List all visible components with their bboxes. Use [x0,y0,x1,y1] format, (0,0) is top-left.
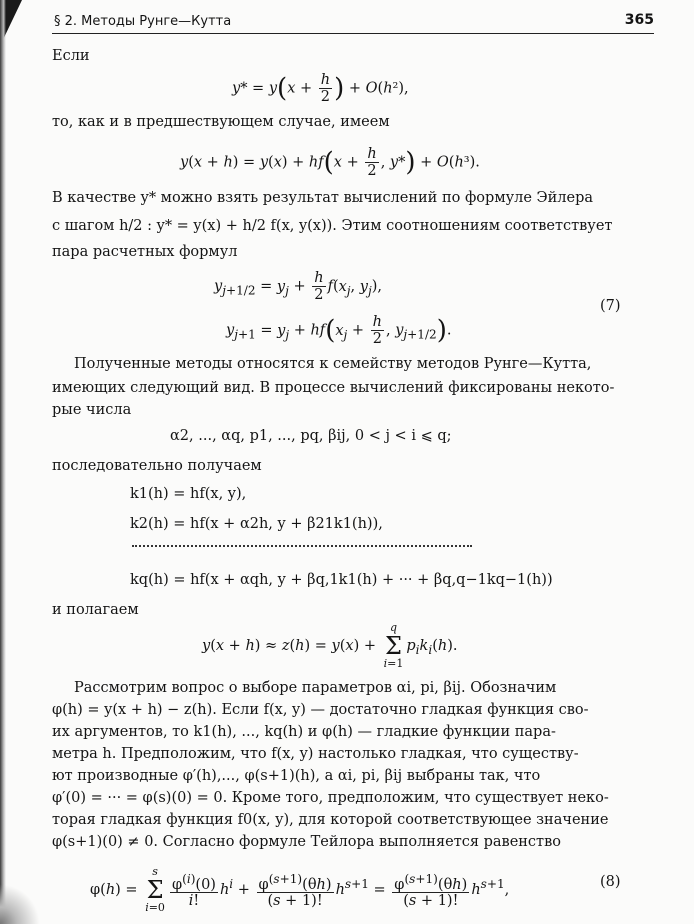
equation-8: φ(h) = s Σ i=0 $\frac{\varphi^{(i)}(0)}{i!}$ $h^i$ + $\frac{\varphi^{(s+1)}(\theta h)}{(s + 1)!}$ $h^{s+1}$ = $\frac{\varphi^{(s+1)}(\theta h)}{(s + 1)!}$ $h^{s+1}$, [90,865,510,914]
paragraph-text: имеющих следующий вид. В процессе вычислений фиксированы некото- [52,380,615,396]
header-rule [52,33,654,34]
equation-number: (8) [600,874,621,890]
equation-number: (7) [600,298,621,314]
paragraph-text: φ′(0) = ··· = φ(s)(0) = 0. Кроме того, предположим, что существует неко- [52,790,609,806]
equation-params: α2, ..., αq, p1, ..., pq, βij, 0 < j < i ⩽ q; [170,428,452,444]
equation-sum: y(x + h) ≈ z(h) = y(x) + q Σ $i=1p_ik_i(h)$. [202,621,458,670]
scan-shadow-edge [0,0,6,924]
paragraph-text: Рассмотрим вопрос о выборе параметров αi, pi, βij. Обозначим [74,680,557,696]
paragraph-text: и полагаем [52,602,139,618]
paragraph-text: то, как и в предшествующем случае, имеем [52,114,390,130]
paragraph-text: φ(h) = y(x + h) − z(h). Если f(x, y) — достаточно гладкая функция сво- [52,702,589,718]
equation-k2: k2(h) = hf(x + α2h, y + β21k1(h)), [130,516,383,532]
paragraph-text: рые числа [52,402,132,418]
paragraph-text: метра h. Предположим, что f(x, y) настолько гладкая, что существу- [52,746,579,762]
scan-shadow-bottom [0,884,40,924]
equation-7a: $y_{j+1/2} = y_j$ + $\frac{h}{2}$ $f(x_j$, $y_j$), [214,270,382,303]
equation-7b: $y_{j+1} = y_j + hf(x_j$ + $\frac{h}{2}$ , $y_{j+1/2}$). [226,314,452,347]
paragraph-text: В качестве y* можно взять результат вычислений по формуле Эйлера [52,190,594,206]
equation-k1: k1(h) = hf(x, y), [130,486,247,502]
equation-kq: kq(h) = hf(x + αqh, y + βq,1k1(h) + ··· + βq,q−1kq−1(h)) [130,572,553,588]
page-number: 365 [624,12,654,28]
equation-ystar: y* = y(x + $\frac{h}{2}$ ) + O(h²), [232,72,409,105]
ellipsis-dots [132,545,472,549]
running-header [54,10,654,34]
paragraph-text: ют производные φ′(h),..., φ(s+1)(h), а αi, pi, βij выбраны так, что [52,768,541,784]
paragraph-text: с шагом h/2 : y* = y(x) + h/2 f(x, y(x)). Этим соотношениям соответствует [52,218,613,234]
paragraph-text: их аргументов, то k1(h), ..., kq(h) и φ(h) — гладкие функции пара- [52,724,556,740]
paragraph-text: Полученные методы относятся к семейству методов Рунге—Кутта, [74,356,592,372]
paragraph-text: φ(s+1)(0) ≠ 0. Согласно формуле Тейлора выполняется равенство [52,834,561,850]
paragraph-text: пара расчетных формул [52,244,238,260]
paragraph-text: торая гладкая функция f0(x, y), для которой соответствующее значение [52,812,609,828]
paragraph-text: последовательно получаем [52,458,262,474]
section-title: § 2. Методы Рунге—Кутта [54,14,232,29]
paragraph-text: Если [52,48,90,64]
equation-yxh: y(x + h) = y(x) + hf(x + $\frac{h}{2}$ , y*) + O(h³). [180,146,480,179]
